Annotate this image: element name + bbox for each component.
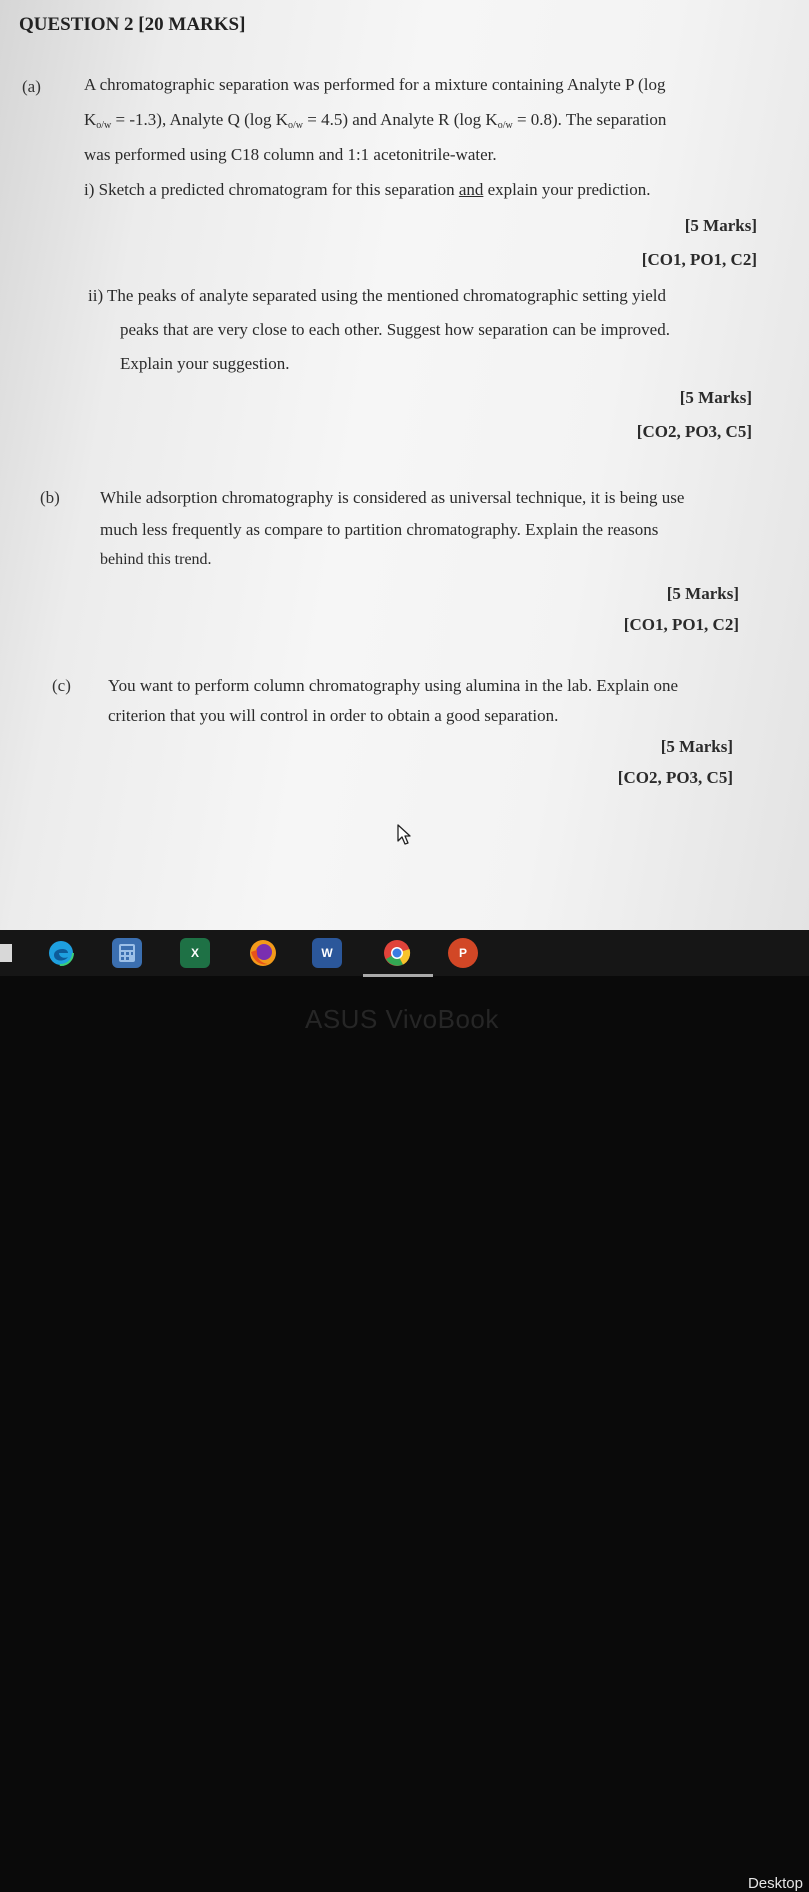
active-app-indicator [363, 974, 433, 977]
edge-icon[interactable] [46, 938, 76, 968]
part-a-label: (a) [22, 77, 41, 96]
part-c-line1: You want to perform column chromatography using alumina in the lab. Explain one [108, 676, 679, 695]
part-c-label: (c) [52, 676, 71, 695]
part-b-line2: much less frequently as compare to partition chromatography. Explain the reasons [100, 520, 659, 539]
part-b-line3: behind this trend. [100, 551, 212, 568]
part-b-marks: [5 Marks] [666, 584, 739, 603]
part-c-marks: [5 Marks] [660, 737, 733, 756]
excel-icon[interactable]: X [180, 938, 210, 968]
laptop-brand-logo: ASUS VivoBook [305, 1004, 499, 1034]
part-a-sub-ii-line1: ii) The peaks of analyte separated using the mentioned chromatographic setting yield [88, 286, 666, 305]
part-c-line2: criterion that you will control in order to obtain a good separation. [108, 706, 559, 725]
part-a-line3: was performed using C18 column and 1:1 acetonitrile-water. [84, 145, 497, 164]
question-header: QUESTION 2 [20 MARKS] [19, 14, 246, 35]
firefox-icon[interactable] [248, 938, 278, 968]
part-a-sub-ii-line2: peaks that are very close to each other. Suggest how separation can be improved. [120, 320, 670, 339]
part-b-line1: While adsorption chromatography is considered as universal technique, it is being use [100, 488, 685, 507]
part-a-sub-ii-line3: Explain your suggestion. [120, 354, 290, 373]
part-a-line1: A chromatographic separation was performed for a mixture containing Analyte P (log [84, 75, 666, 94]
start-edge [0, 944, 12, 962]
part-a-sub-i-text: i) Sketch a predicted chromatogram for this separation and explain your prediction. [84, 180, 651, 199]
part-b-label: (b) [40, 488, 60, 507]
part-a-sub-ii-marks: [5 Marks] [679, 388, 752, 407]
chrome-icon[interactable] [382, 938, 412, 968]
document-page [0, 0, 809, 930]
powerpoint-icon[interactable]: P [448, 938, 478, 968]
part-a-line2: $K_{o/w} = -1.3$), Analyte Q (log $K_{o/w} = 4.5$) and Analyte R (log $K_{o/w} = 0.8$). The separation [84, 110, 667, 131]
part-a-sub-i-outcome: [CO1, PO1, C2] [641, 250, 757, 269]
part-a-sub-ii-outcome: [CO2, PO3, C5] [636, 422, 752, 441]
word-icon[interactable]: W [312, 938, 342, 968]
part-a-sub-i-marks: [5 Marks] [684, 216, 757, 235]
mouse-pointer-icon [396, 824, 412, 846]
desktop-toolbar-label[interactable]: Desktop [747, 1875, 803, 1892]
part-b-outcome: [CO1, PO1, C2] [623, 615, 739, 634]
part-c-outcome: [CO2, PO3, C5] [617, 768, 733, 787]
calculator-icon[interactable] [112, 938, 142, 968]
